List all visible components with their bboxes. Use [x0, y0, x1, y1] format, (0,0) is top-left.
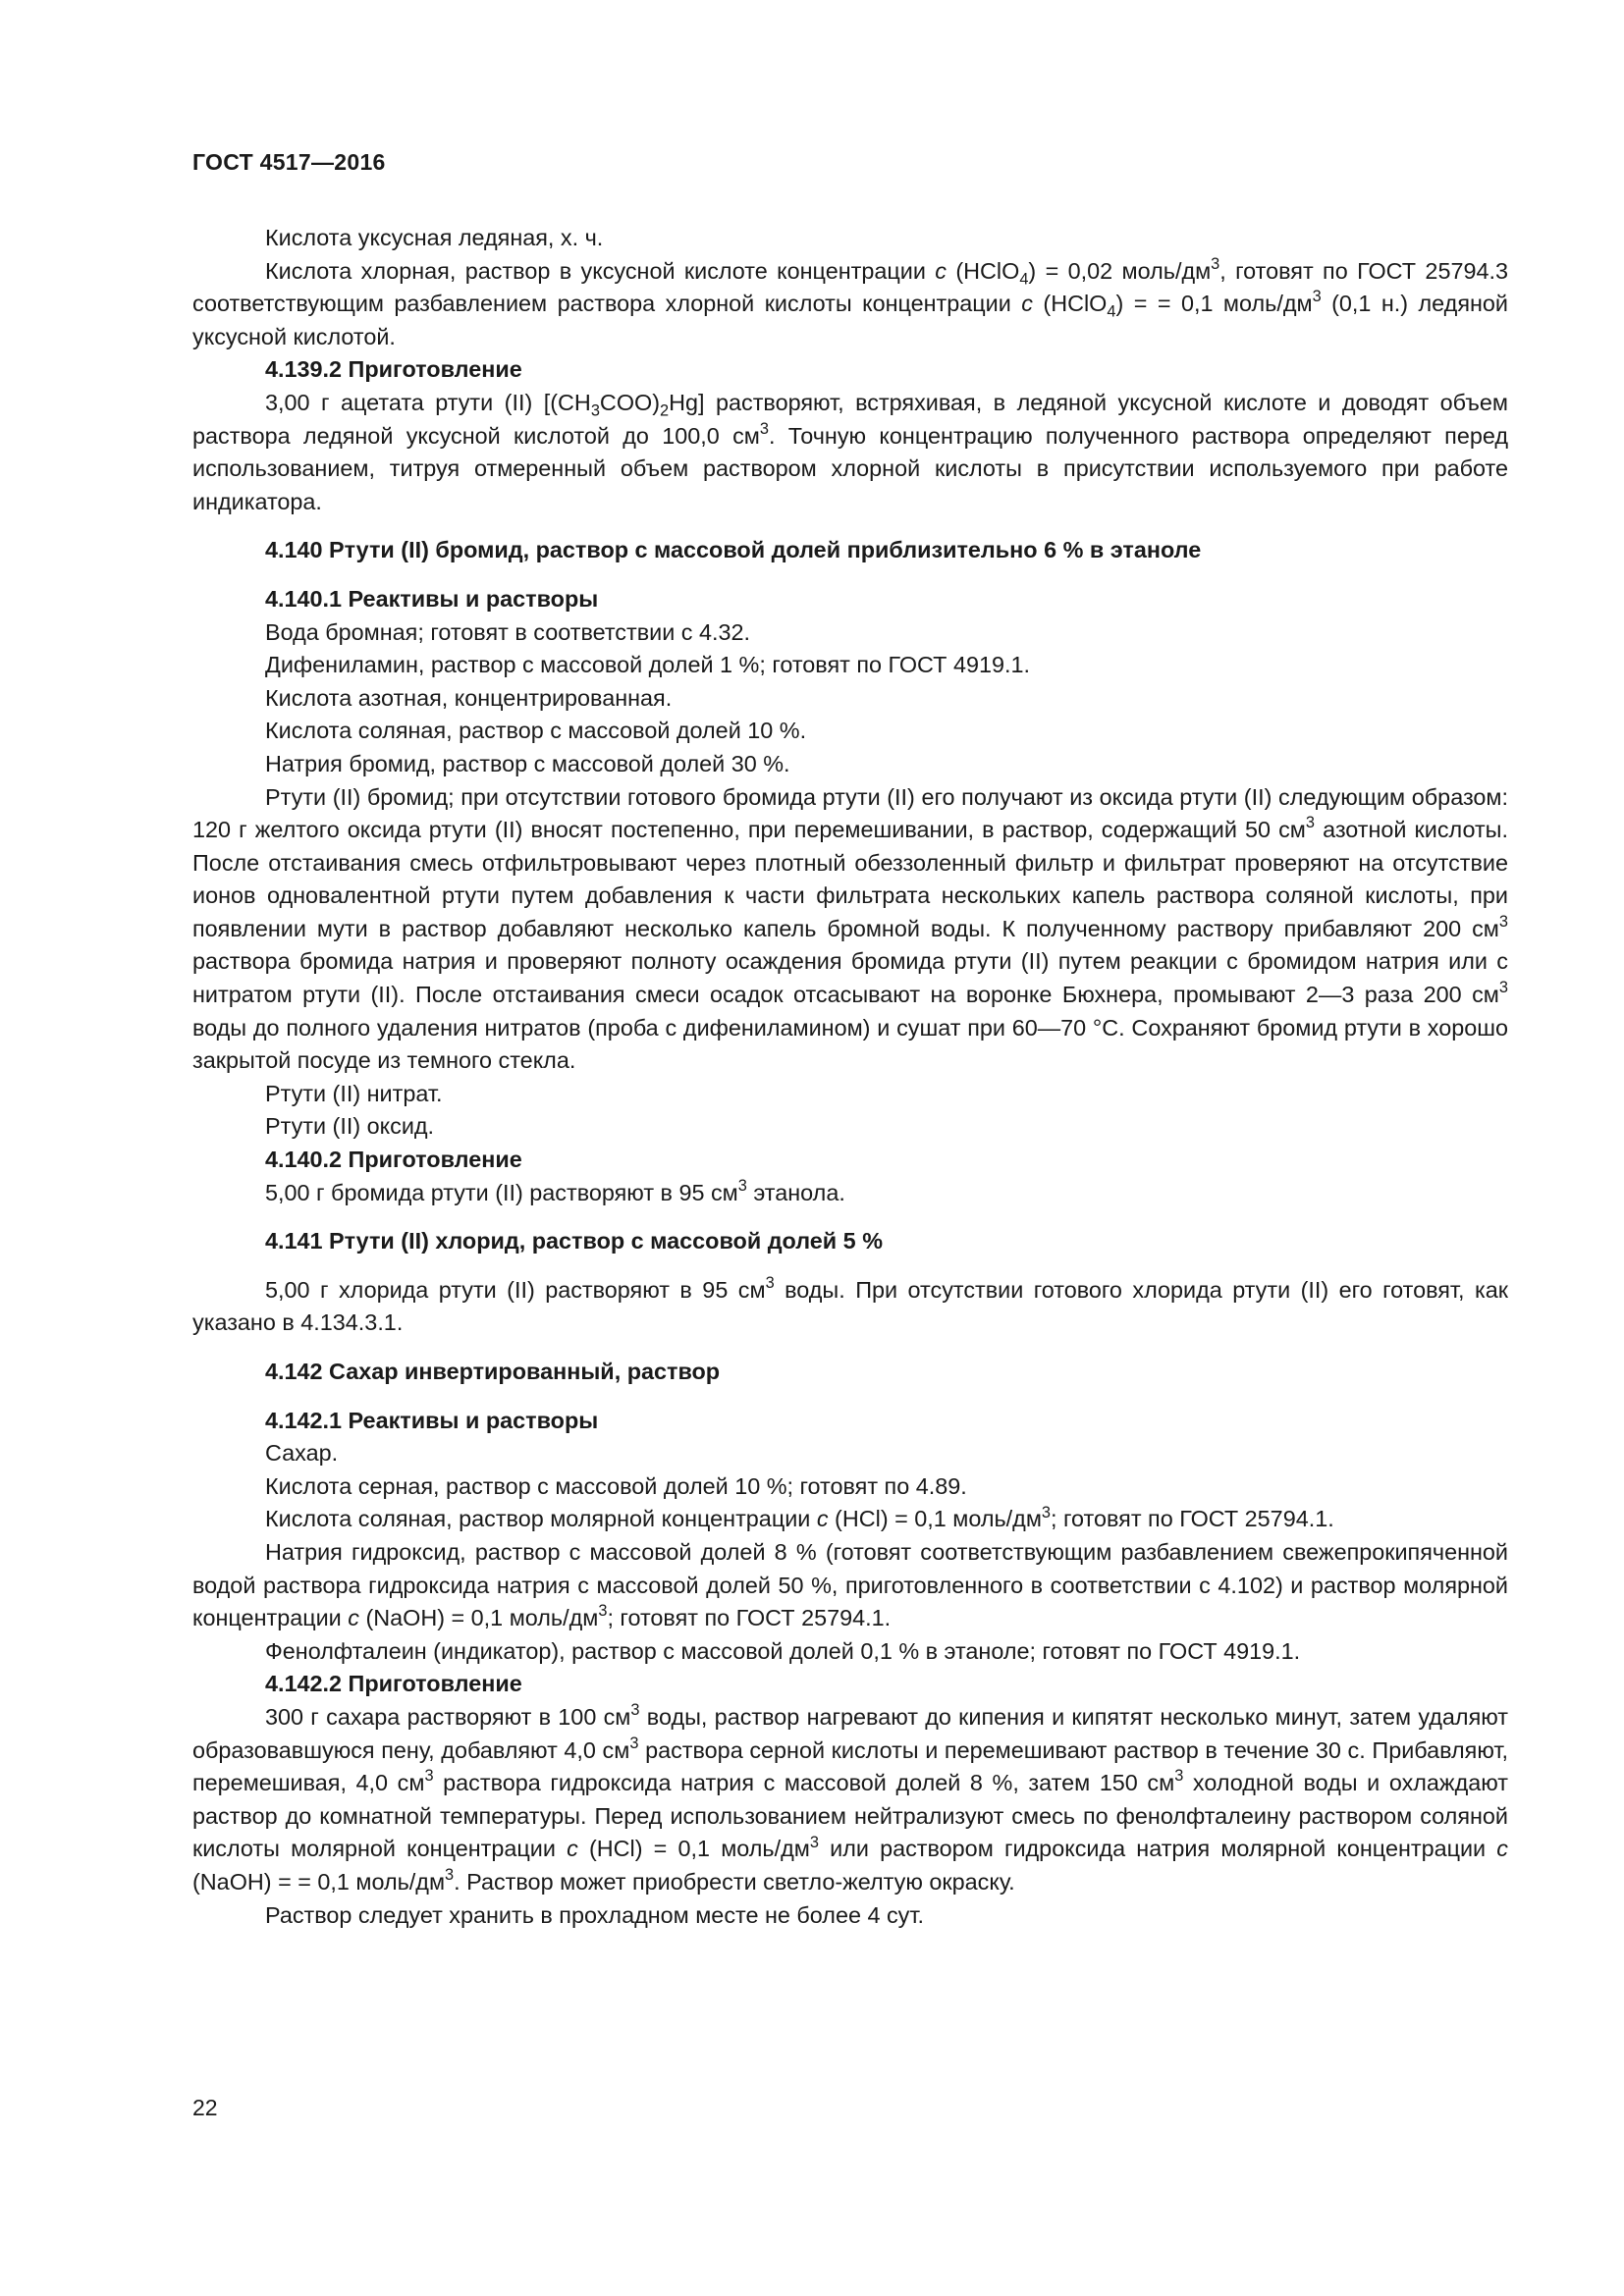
- paragraph: Вода бромная; готовят в соответствии с 4.32.: [265, 618, 750, 645]
- section-heading: 4.141 Ртути (II) хлорид, раствор с массовой долей 5 %: [265, 1228, 883, 1255]
- paragraph: Раствор следует хранить в прохладном месте не более 4 сут.: [265, 1901, 924, 1928]
- paragraph: Ртути (II) бромид; при отсутствии готового бромида ртути (II) его получают из оксида ртути (II) следующим образом: 120 г желтого оксида ртути (II) вносят постепенно, при перемешивании, в раствор, содержащий 50 $см^3$ азотной кислоты. После отстаивания смесь отфильтровывают через плотный обеззоленный фильтр и фильтрат проверяют на отсутствие ионов одновалентной ртути путем добавления к части фильтрата нескольких капель раствора соляной кислоты, при появлении мути в раствор добавляют несколько капель бромной воды. К полученному раствору прибавляют 200 $см^3$ раствора бромида натрия и проверяют полноту осаждения бромида ртути (II) путем реакции с бромидом натрия или с нитратом ртути (II). После отстаивания смеси осадок отсасывают на воронке Бюхнера, промывают 2—3 раза 200 $см^3$ воды до полного удаления нитратов (проба с дифениламином) и сушат при 60—70 °С. Сохраняют бромид ртути в хорошо закрытой посуде из темного стекла.: [192, 783, 1508, 1074]
- subsection-heading: 4.139.2 Приготовление: [265, 356, 522, 383]
- page-number: 22: [192, 2095, 218, 2120]
- paragraph: 3,00 г ацетата ртути (II) $[(CH_3COO)_2Hg]$ растворяют, встряхивая, в ледяной уксусной кислоте и доводят объем раствора ледяной уксусной кислотой до 100,0 $см^3$. Точную концентрацию полученного раствора определяют перед использованием, титруя отмеренный объем раствором хлорной кислоты в присутствии используемого при работе индикатора.: [192, 389, 1509, 514]
- subsection-heading: 4.142.1 Реактивы и растворы: [265, 1407, 599, 1433]
- subsection-heading: 4.140.1 Реактивы и растворы: [265, 585, 599, 612]
- paragraph: Кислота хлорная, раствор в уксусной кислоте концентрации c (HClO$_4$) = 0,02 моль/$дм^3$, готовят по ГОСТ 25794.3 соответствующим разбавлением раствора хлорной кислоты концентрации c (HClO$_4$) = = 0,1 моль/$дм^3$ (0,1 н.) ледяной уксусной кислотой.: [192, 254, 1508, 349]
- paragraph: 300 г сахара растворяют в 100 $см^3$ воды, раствор нагревают до кипения и кипятят несколько минут, затем удаляют образовавшуюся пену, добавляют 4,0 $см^3$ раствора серной кислоты и перемешивают раствор в течение 30 с. Прибавляют, перемешивая, 4,0 $см^3$ раствора гидроксида натрия с массовой долей 8 %, затем 150 $см^3$ холодной воды и охлаждают раствор до комнатной температуры. Перед использованием нейтрализуют смесь по фенолфталеину раствором соляной кислоты молярной концентрации c (HCl) = 0,1 моль/$дм^3$ или раствором гидроксида натрия молярной концентрации c (NaOH) = = 0,1 моль/$дм^3$. Раствор может приобрести светло-желтую окраску.: [192, 1701, 1508, 1895]
- paragraph: 5,00 г бромида ртути (II) растворяют в 95 $см^3$ этанола.: [265, 1176, 845, 1205]
- paragraph: Сахар.: [265, 1440, 339, 1467]
- paragraph: Кислота уксусная ледяная, х. ч.: [265, 225, 604, 250]
- subsection-heading: 4.142.2 Приготовление: [265, 1671, 522, 1697]
- document-body: [192, 222, 1508, 1932]
- paragraph: Натрия гидроксид, раствор с массовой долей 8 % (готовят соответствующим разбавлением свежепрокипяченной водой раствора гидроксида натрия с массовой долей 50 %, приготовленного в соответствии с 4.102) и раствор молярной концентрации c (NaOH) = 0,1 моль/$дм^3$; готовят по ГОСТ 25794.1.: [192, 1538, 1508, 1631]
- section-heading: 4.142 Сахар инвертированный, раствор: [265, 1359, 721, 1384]
- section-heading: 4.140 Ртути (II) бромид, раствор с массовой долей приблизительно 6 % в этаноле: [265, 537, 1202, 563]
- paragraph: Кислота соляная, раствор с массовой долей 10 %.: [265, 718, 807, 744]
- paragraph: Дифениламин, раствор с массовой долей 1 %; готовят по ГОСТ 4919.1.: [265, 652, 1030, 678]
- subsection-heading: 4.140.2 Приготовление: [265, 1147, 522, 1173]
- paragraph: Ртути (II) нитрат.: [265, 1080, 443, 1106]
- paragraph: Кислота азотная, концентрированная.: [265, 684, 673, 711]
- paragraph: Кислота соляная, раствор молярной концентрации c (HCl) = 0,1 моль/$дм^3$; готовят по ГОСТ 25794.1.: [265, 1503, 1334, 1532]
- document-header: ГОСТ 4517—2016: [192, 149, 386, 175]
- paragraph: Натрия бромид, раствор с массовой долей 30 %.: [265, 750, 790, 776]
- paragraph: 5,00 г хлорида ртути (II) растворяют в 95 $см^3$ воды. При отсутствии готового хлорида ртути (II) его готовят, как указано в 4.134.3.1.: [192, 1274, 1508, 1336]
- paragraph: Фенолфталеин (индикатор), раствор с массовой долей 0,1 % в этаноле; готовят по ГОСТ 4919.1.: [265, 1637, 1301, 1664]
- paragraph: Ртути (II) оксид.: [265, 1113, 435, 1140]
- paragraph: Кислота серная, раствор с массовой долей 10 %; готовят по 4.89.: [265, 1472, 967, 1499]
